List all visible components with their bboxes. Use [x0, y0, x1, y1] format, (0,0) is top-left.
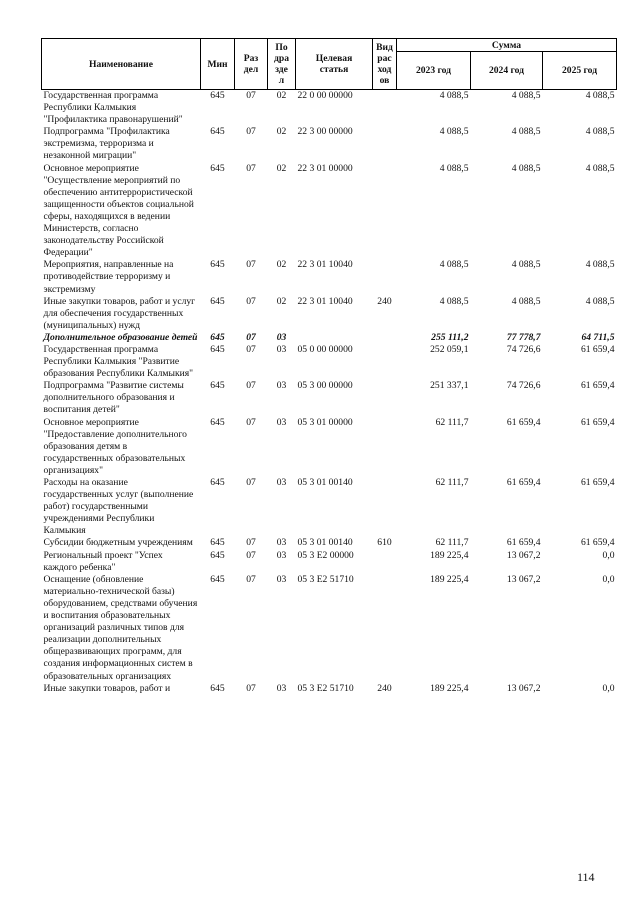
cell-2025: 4 088,5 [585, 126, 615, 138]
cell-vid [373, 380, 397, 416]
cell-vid [373, 344, 397, 380]
cell-podrazdel: 02 [276, 295, 287, 307]
cell-2025: 4 088,5 [585, 162, 615, 174]
cell-2025: 61 659,4 [580, 477, 615, 488]
cell-min: 645 [210, 537, 225, 549]
cell-razdel: 07 [246, 295, 256, 307]
cell-vid [373, 259, 397, 295]
cell-target: 05 0 00 00000 [297, 343, 353, 355]
table-header [42, 39, 617, 90]
header-2025: 2025 год [543, 52, 617, 90]
cell-2023: 62 111,7 [435, 537, 469, 549]
cell-target [296, 332, 373, 344]
cell-name: Субсидии бюджетным учреждениям [43, 537, 193, 549]
page-number: 114 [577, 870, 595, 884]
cell-min: 645 [210, 573, 225, 585]
cell-podrazdel: 03 [276, 549, 287, 561]
cell-name: Иные закупки товаров, работ и услуг для обеспечения государственных (муниципальных) нужд [43, 295, 196, 331]
header-podrazdel: По дра зде л [268, 39, 296, 90]
cell-min: 645 [210, 416, 225, 428]
cell-2023: 189 225,4 [430, 573, 469, 585]
cell-podrazdel: 03 [276, 537, 287, 549]
cell-podrazdel: 02 [276, 126, 287, 138]
cell-min: 645 [210, 90, 225, 101]
cell-2024: 61 659,4 [506, 537, 541, 549]
cell-razdel: 07 [246, 477, 256, 488]
table-row [42, 296, 617, 332]
cell-razdel: 07 [246, 537, 256, 549]
cell-vid [373, 477, 397, 537]
cell-razdel: 07 [246, 380, 256, 392]
cell-target: 22 3 00 00000 [297, 126, 353, 138]
cell-2024: 4 088,5 [511, 162, 541, 174]
cell-2025: 61 659,4 [580, 380, 615, 392]
cell-min: 645 [210, 682, 225, 694]
cell-2023: 4 088,5 [439, 162, 469, 174]
cell-podrazdel: 02 [276, 259, 287, 271]
cell-name: Подпрограмма "Профилактика экстремизма, терроризма и незаконной миграции" [43, 126, 170, 162]
cell-target: 05 3 01 00140 [297, 477, 353, 488]
table-row [42, 380, 617, 416]
cell-razdel: 07 [246, 90, 256, 101]
cell-target: 22 3 01 10040 [297, 295, 353, 307]
cell-razdel: 07 [246, 331, 256, 343]
cell-2025: 4 088,5 [585, 295, 615, 307]
header-sum: Сумма [397, 39, 617, 52]
cell-razdel: 07 [246, 416, 256, 428]
cell-2023: 4 088,5 [439, 295, 469, 307]
cell-vid [373, 550, 397, 574]
cell-min: 645 [210, 259, 225, 271]
header-vid: Вид рас ход ов [373, 39, 397, 90]
cell-2024: 74 726,6 [506, 380, 541, 392]
cell-2025: 61 659,4 [580, 537, 615, 549]
cell-target: 05 3 01 00000 [297, 416, 353, 428]
cell-target: 22 3 01 00000 [297, 162, 353, 174]
cell-podrazdel: 03 [276, 682, 287, 694]
cell-2023: 189 225,4 [430, 682, 469, 694]
cell-name: Государственная программа Республики Калмыкия "Развитие образования Республики Калмыкия" [43, 343, 194, 380]
cell-2023: 251 337,1 [430, 380, 469, 392]
header-min: Мин [201, 39, 235, 90]
cell-2025: 0,0 [602, 549, 615, 561]
cell-vid [373, 332, 397, 344]
cell-2024: 13 067,2 [506, 573, 541, 585]
cell-2024: 4 088,5 [511, 90, 541, 101]
cell-min: 645 [210, 380, 225, 392]
cell-name: Иные закупки товаров, работ и [43, 682, 171, 694]
cell-2024: 74 726,6 [506, 343, 541, 355]
table-row [42, 90, 617, 127]
cell-name: Мероприятия, направленные на противодействие терроризму и экстремизму [43, 259, 174, 295]
cell-vid [373, 163, 397, 260]
cell-min: 645 [210, 549, 225, 561]
header-razdel: Раз дел [235, 39, 268, 90]
cell-razdel: 07 [246, 259, 256, 271]
cell-min: 645 [210, 162, 225, 174]
cell-vid [373, 417, 397, 477]
cell-2023: 252 059,1 [430, 343, 469, 355]
cell-2023: 62 111,7 [435, 477, 469, 488]
cell-2023: 4 088,5 [439, 259, 469, 271]
cell-target: 05 3 E2 00000 [297, 549, 354, 561]
cell-podrazdel: 03 [276, 416, 287, 428]
table-row [42, 683, 617, 695]
table-row [42, 332, 617, 344]
cell-2025: 0,0 [602, 573, 615, 585]
cell-razdel: 07 [246, 126, 256, 138]
cell-min: 645 [210, 126, 225, 138]
cell-name: Основное мероприятие "Предоставление дополнительного образования детям в государственных образовательных организациях" [43, 416, 187, 476]
cell-razdel: 07 [246, 549, 256, 561]
cell-2024: 4 088,5 [511, 259, 541, 271]
cell-2023: 255 111,2 [431, 331, 469, 343]
table-row [42, 477, 617, 537]
cell-podrazdel: 03 [276, 331, 287, 343]
budget-table [41, 38, 617, 695]
cell-razdel: 07 [246, 343, 256, 355]
table-row [42, 344, 617, 380]
table-row [42, 574, 617, 683]
cell-2024: 13 067,2 [506, 682, 541, 694]
cell-target: 22 0 00 00000 [297, 90, 353, 101]
table-row [42, 259, 617, 295]
cell-2024: 13 067,2 [506, 549, 541, 561]
cell-target: 22 3 01 10040 [297, 259, 353, 271]
table-row [42, 126, 617, 162]
header-target: Целевая статья [296, 39, 373, 90]
cell-2024: 77 778,7 [506, 331, 541, 343]
cell-2025: 4 088,5 [585, 90, 615, 101]
cell-name: Расходы на оказание государственных услуг (выполнение работ) государственными учреждениями Республики Калмыкия [43, 477, 194, 537]
cell-2025: 4 088,5 [585, 259, 615, 271]
cell-podrazdel: 03 [276, 477, 287, 488]
cell-podrazdel: 03 [276, 343, 287, 355]
cell-min: 645 [210, 295, 225, 307]
cell-name: Государственная программа Республики Калмыкия "Профилактика правонарушений" [43, 90, 183, 126]
cell-target: 05 3 00 00000 [297, 380, 353, 392]
cell-podrazdel: 03 [276, 573, 287, 585]
cell-razdel: 07 [246, 682, 256, 694]
cell-2023: 4 088,5 [439, 126, 469, 138]
cell-name: Оснащение (обновление материально-технической базы) оборудованием, средствами обучения и воспитания образовательных организаций различных типов для реализации дополнительных общеразвивающих программ, для создания информационных систем в образовательных организациях [43, 573, 198, 682]
cell-name: Региональный проект "Успех каждого ребенка" [43, 549, 163, 573]
cell-vid [373, 126, 397, 162]
cell-podrazdel: 02 [276, 90, 287, 101]
table-row [42, 537, 617, 549]
cell-vid: 240 [377, 682, 392, 694]
cell-name: Подпрограмма "Развитие системы дополнительного образования и воспитания детей" [43, 380, 184, 416]
cell-2023: 189 225,4 [430, 549, 469, 561]
cell-min: 645 [210, 477, 225, 488]
cell-2025: 61 659,4 [580, 343, 615, 355]
cell-2024: 4 088,5 [511, 126, 541, 138]
cell-target: 05 3 E2 51710 [297, 682, 354, 694]
cell-vid: 240 [377, 295, 392, 307]
header-2023: 2023 год [397, 52, 471, 90]
cell-razdel: 07 [246, 162, 256, 174]
cell-2025: 64 711,5 [581, 331, 615, 343]
cell-2023: 4 088,5 [439, 90, 469, 101]
cell-podrazdel: 03 [276, 380, 287, 392]
cell-2025: 61 659,4 [580, 416, 615, 428]
cell-vid [373, 574, 397, 683]
header-name: Наименование [42, 39, 201, 90]
cell-target: 05 3 E2 51710 [297, 573, 354, 585]
table-row [42, 550, 617, 574]
cell-2025: 0,0 [602, 682, 615, 694]
header-2024: 2024 год [471, 52, 543, 90]
table-row [42, 163, 617, 260]
cell-name: Основное мероприятие "Осуществление мероприятий по обеспечению антитеррористической защищенности объектов социальной сферы, находящихся в ведении Министерств, согласно законодательству Российской Федерации" [43, 162, 194, 259]
cell-vid: 610 [377, 537, 392, 549]
cell-2023: 62 111,7 [435, 416, 469, 428]
cell-name: Дополнительное образование детей [43, 331, 198, 343]
cell-razdel: 07 [246, 573, 256, 585]
cell-vid [373, 90, 397, 127]
table-row [42, 417, 617, 477]
cell-2024: 61 659,4 [506, 477, 541, 488]
cell-min: 645 [210, 331, 225, 343]
cell-podrazdel: 02 [276, 162, 287, 174]
table-body [42, 90, 617, 695]
cell-2024: 61 659,4 [506, 416, 541, 428]
cell-target: 05 3 01 00140 [297, 537, 353, 549]
cell-2024: 4 088,5 [511, 295, 541, 307]
cell-min: 645 [210, 343, 225, 355]
